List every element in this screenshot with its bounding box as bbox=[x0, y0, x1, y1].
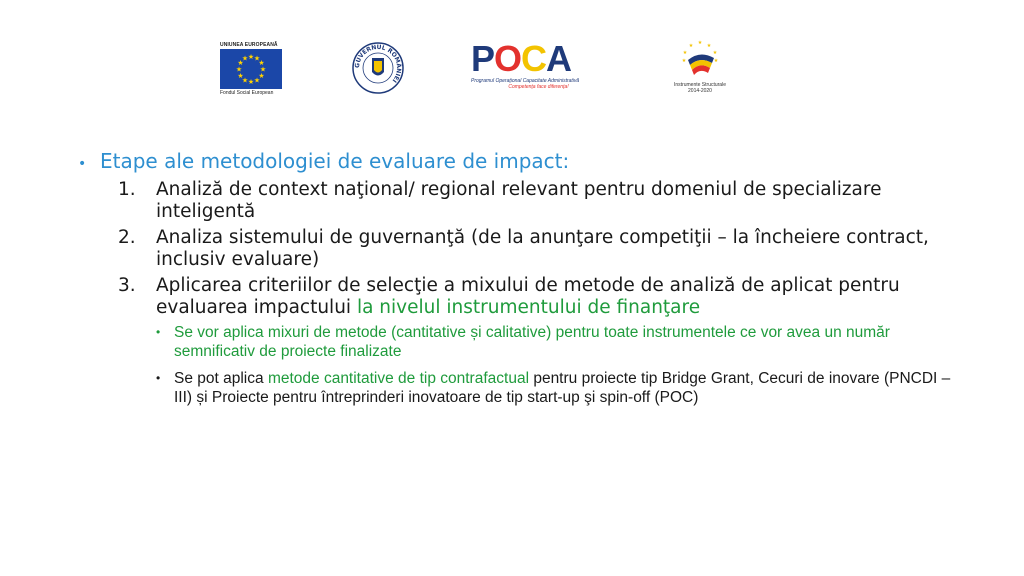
sub-list-item bbox=[156, 323, 958, 361]
instrumente-structurale-logo bbox=[668, 38, 732, 94]
poca-letter: C bbox=[521, 38, 547, 79]
sub-bullet-icon: • bbox=[156, 325, 161, 339]
eu-logo-caption: Fondul Social European bbox=[220, 90, 274, 96]
svg-text:★: ★ bbox=[706, 43, 712, 49]
item-number: 1. bbox=[118, 179, 136, 200]
svg-text:★: ★ bbox=[253, 76, 261, 85]
sub-item-highlight: metode cantitative de tip contrafactual bbox=[267, 370, 530, 387]
poca-letter: P bbox=[471, 38, 495, 79]
is-logo-line1: Instrumente Structurale bbox=[674, 82, 726, 88]
svg-text:★: ★ bbox=[712, 50, 718, 56]
item-highlight: la nivelul instrumentului de finanţare bbox=[356, 297, 701, 318]
svg-text:★: ★ bbox=[259, 65, 267, 74]
poca-word-text bbox=[471, 38, 571, 79]
government-seal-icon bbox=[352, 42, 404, 94]
heading-bullet bbox=[78, 150, 958, 175]
seal-text: GUVERNUL ROMÂNIEI bbox=[353, 43, 403, 84]
list-item bbox=[118, 179, 958, 223]
poca-wordmark bbox=[471, 38, 606, 79]
svg-text:★: ★ bbox=[713, 58, 719, 64]
svg-text:★: ★ bbox=[247, 53, 255, 61]
svg-text:★: ★ bbox=[241, 54, 249, 63]
poca-tagline: Competenţa face diferenţa! bbox=[508, 84, 569, 90]
svg-text:★: ★ bbox=[681, 58, 687, 64]
eu-logo-title: UNIUNEA EUROPEANĂ bbox=[220, 42, 278, 48]
sub-list-item bbox=[156, 369, 958, 407]
eu-logo bbox=[220, 42, 284, 96]
logo-bar bbox=[0, 36, 1024, 106]
poca-subtitle: Programul Operaţional Capacitate Administrativă bbox=[471, 78, 580, 84]
sub-item-text-wrapper bbox=[174, 369, 958, 407]
sub-bullet-list bbox=[156, 323, 958, 407]
item-text-wrapper bbox=[156, 275, 958, 319]
svg-text:★: ★ bbox=[253, 54, 261, 63]
svg-text:★: ★ bbox=[235, 65, 243, 74]
heading-text: Etape ale metodologiei de evaluare de impact: bbox=[100, 149, 570, 173]
is-logo-line2: 2014-2020 bbox=[688, 88, 712, 94]
svg-text:★: ★ bbox=[258, 72, 265, 80]
list-item bbox=[118, 227, 958, 271]
sub-bullet-icon: • bbox=[156, 371, 161, 385]
sub-item-post: pentru proiecte tip Bridge Grant, Cecuri de inovare (PNCDI – III) și Proiecte pentru întreprinderi inovatoare de tip start-up şi spin-off (POC) bbox=[174, 370, 951, 406]
svg-text:★: ★ bbox=[258, 59, 265, 67]
svg-text:★: ★ bbox=[237, 72, 244, 80]
svg-text:★: ★ bbox=[688, 43, 694, 49]
bullet-icon: • bbox=[78, 156, 87, 172]
slide-content bbox=[78, 150, 958, 415]
svg-text:★: ★ bbox=[237, 59, 244, 67]
svg-text:★: ★ bbox=[682, 50, 688, 56]
sub-item-text: Se vor aplica mixuri de metode (cantitative și calitative) pentru toate instrumentele ce vor avea un număr semnificativ de proiecte finalizate bbox=[174, 324, 890, 360]
ordered-list bbox=[118, 179, 958, 319]
eu-flag-icon bbox=[220, 49, 282, 89]
item-number: 3. bbox=[118, 275, 136, 296]
svg-text:★: ★ bbox=[247, 78, 255, 86]
instrumente-structurale-icon bbox=[678, 38, 722, 78]
item-text: Analiză de context naţional/ regional relevant pentru domeniul de specializare inteligentă bbox=[156, 179, 882, 222]
poca-letter: A bbox=[546, 38, 572, 79]
item-text: Aplicarea criteriilor de selecţie a mixului de metode de analiză de aplicat pentru evaluarea impactului bbox=[156, 275, 900, 318]
list-item bbox=[118, 275, 958, 319]
poca-logo bbox=[471, 38, 606, 90]
item-text: Analiza sistemului de guvernanţă (de la anunţare competiţii – la încheiere contract, inclusiv evaluare) bbox=[156, 227, 929, 270]
svg-text:★: ★ bbox=[241, 76, 249, 85]
poca-letter: O bbox=[494, 38, 522, 79]
sub-item-pre: Se pot aplica bbox=[174, 370, 268, 387]
svg-text:★: ★ bbox=[697, 40, 703, 46]
item-number: 2. bbox=[118, 227, 136, 248]
